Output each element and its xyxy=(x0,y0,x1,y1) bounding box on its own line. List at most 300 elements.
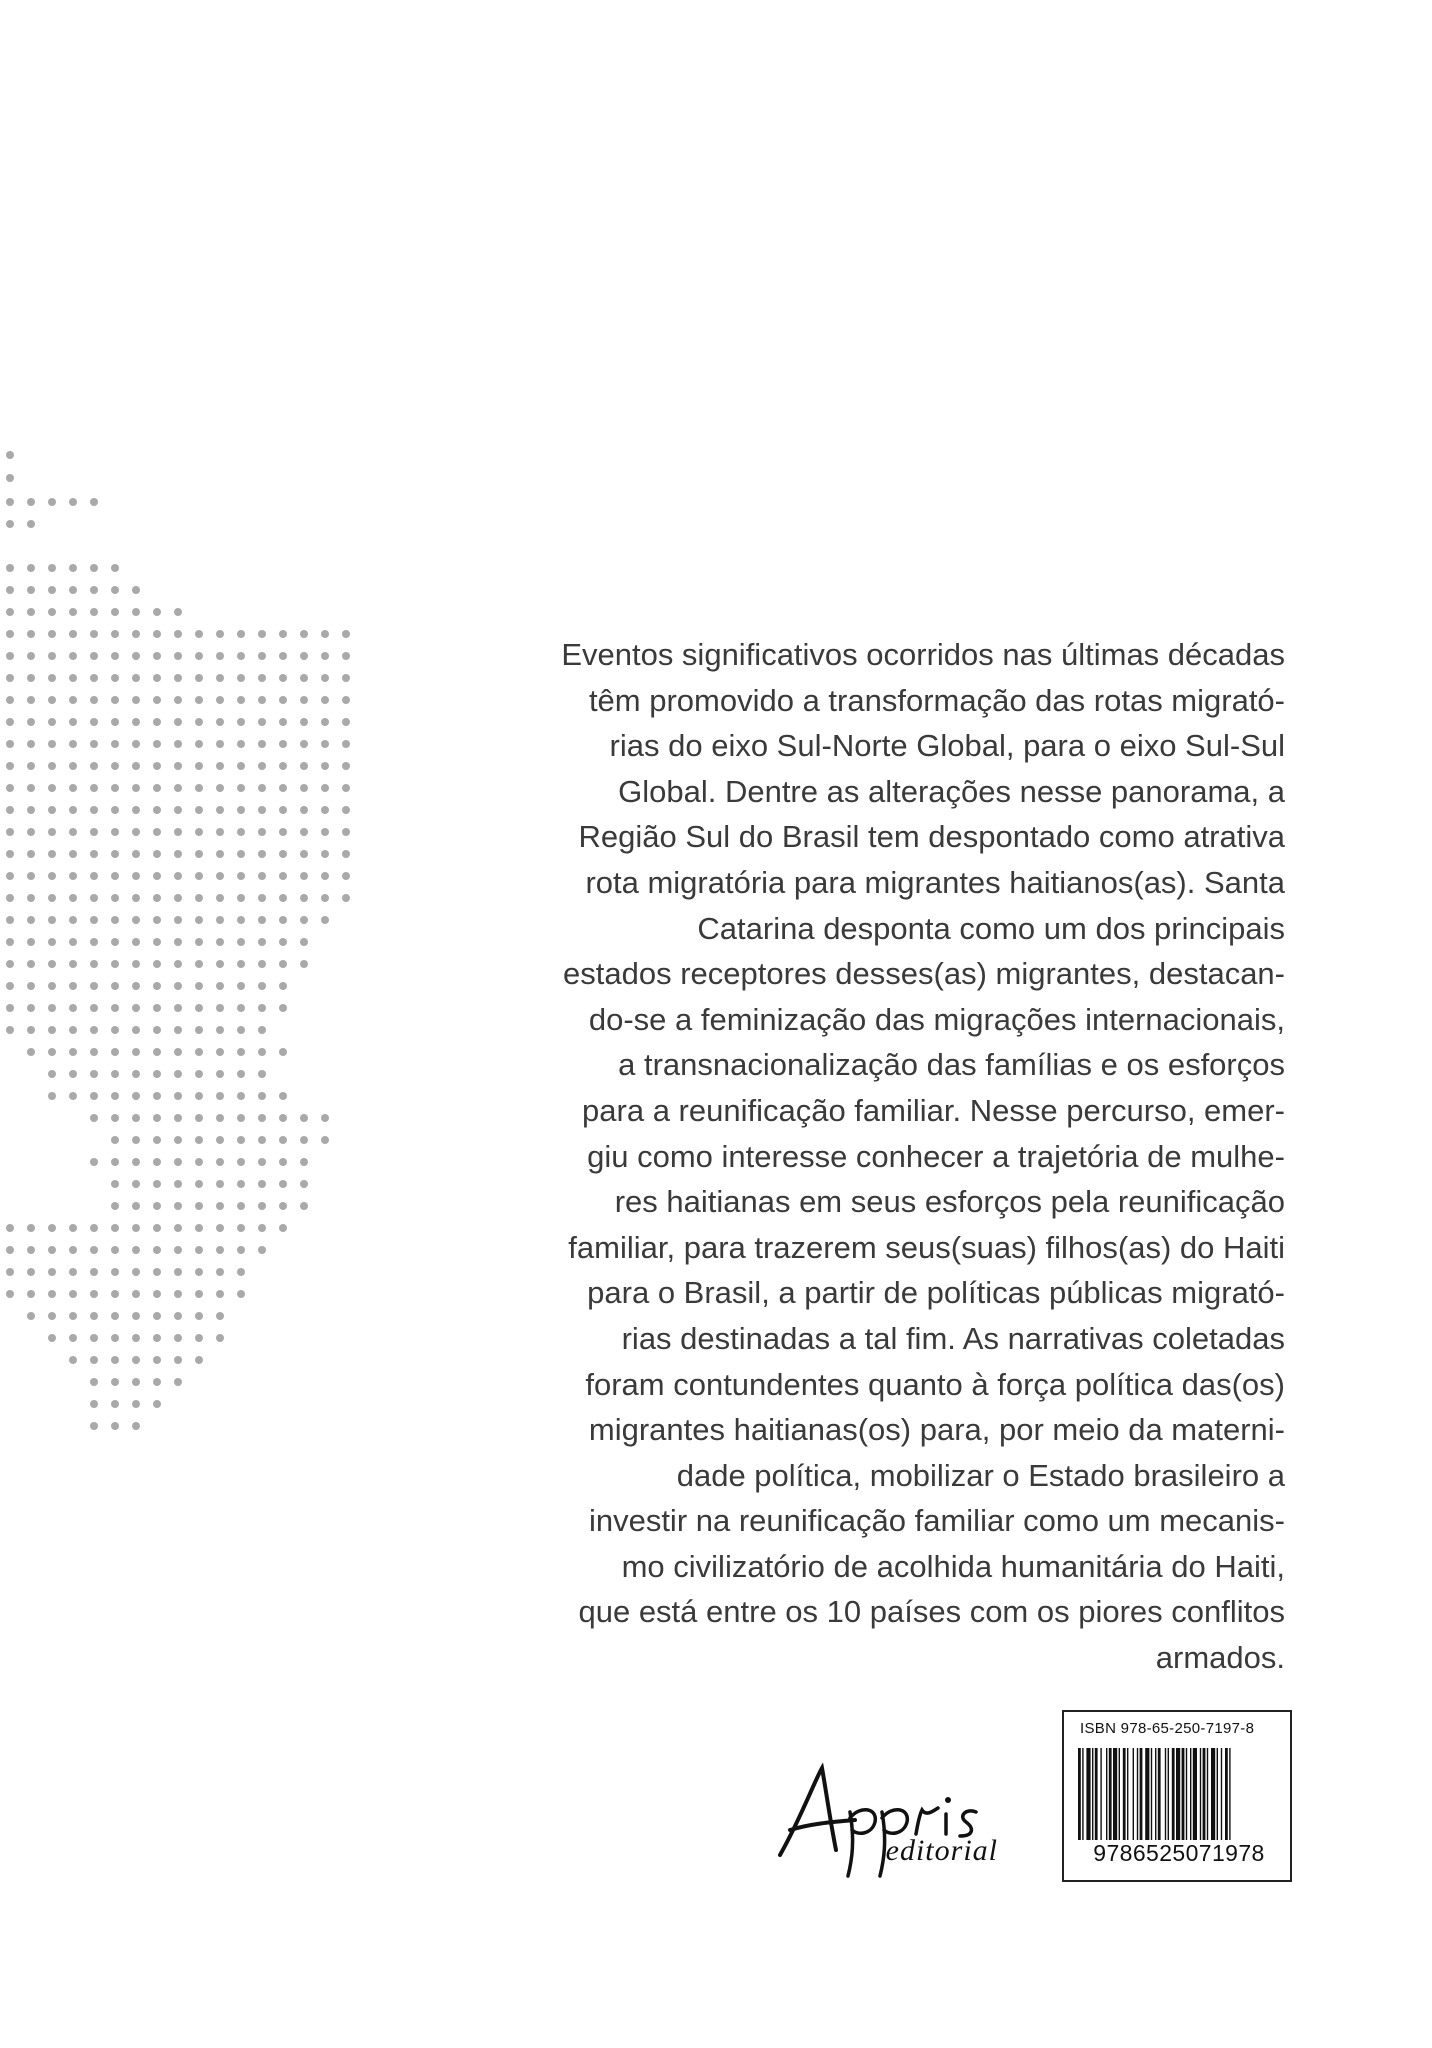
blurb-line: estados receptores desses(as) migrantes, destacan- xyxy=(563,956,1285,992)
map-dot xyxy=(153,1268,161,1276)
map-dot xyxy=(321,784,329,792)
map-dot xyxy=(342,828,350,836)
map-dot xyxy=(48,740,56,748)
map-dot xyxy=(27,608,35,616)
map-dot xyxy=(195,1246,203,1254)
map-dot xyxy=(111,696,119,704)
map-dot xyxy=(132,718,140,726)
map-dot xyxy=(27,674,35,682)
map-dot xyxy=(69,1356,77,1364)
map-dot xyxy=(153,1290,161,1298)
map-dot xyxy=(27,740,35,748)
map-dot xyxy=(342,630,350,638)
map-dot xyxy=(258,740,266,748)
map-dot xyxy=(90,498,98,506)
map-dot xyxy=(174,1004,182,1012)
map-dot xyxy=(27,1224,35,1232)
map-dot xyxy=(258,982,266,990)
map-dot xyxy=(90,982,98,990)
map-dot xyxy=(90,806,98,814)
map-dot xyxy=(174,1356,182,1364)
map-dot xyxy=(6,916,14,924)
map-dot xyxy=(27,872,35,880)
map-dot xyxy=(174,1202,182,1210)
map-dot xyxy=(300,1180,308,1188)
map-dot xyxy=(174,1246,182,1254)
map-dot xyxy=(69,850,77,858)
map-dot xyxy=(237,1114,245,1122)
map-dot xyxy=(69,982,77,990)
map-dot xyxy=(174,1224,182,1232)
map-dot xyxy=(132,1400,140,1408)
map-dot xyxy=(6,828,14,836)
map-dot xyxy=(111,1180,119,1188)
map-dot xyxy=(153,1224,161,1232)
map-dot xyxy=(153,982,161,990)
map-dot xyxy=(279,762,287,770)
map-dot xyxy=(300,784,308,792)
map-dot xyxy=(90,784,98,792)
map-dot xyxy=(174,696,182,704)
map-dot xyxy=(342,740,350,748)
map-dot xyxy=(90,762,98,770)
map-dot xyxy=(174,894,182,902)
map-dot xyxy=(132,1356,140,1364)
blurb-line: rias destinadas a tal fim. As narrativas coletadas xyxy=(621,1320,1285,1356)
map-dot xyxy=(279,740,287,748)
map-dot xyxy=(279,1114,287,1122)
map-dot xyxy=(342,806,350,814)
map-dot xyxy=(111,1048,119,1056)
map-dot xyxy=(132,1026,140,1034)
map-dot xyxy=(132,1246,140,1254)
map-dot xyxy=(69,608,77,616)
map-dot xyxy=(237,630,245,638)
map-dot xyxy=(153,1136,161,1144)
map-dot xyxy=(174,652,182,660)
map-dot xyxy=(321,1136,329,1144)
map-dot xyxy=(111,1356,119,1364)
map-dot xyxy=(27,520,35,528)
map-dot xyxy=(195,1048,203,1056)
map-dot xyxy=(195,1180,203,1188)
map-dot xyxy=(153,1004,161,1012)
map-dot xyxy=(90,938,98,946)
map-dot xyxy=(216,1334,224,1342)
map-dot xyxy=(6,938,14,946)
map-dot xyxy=(90,696,98,704)
blurb-line: a transnacionalização das famílias e os esforços xyxy=(618,1047,1285,1083)
map-dot xyxy=(111,1224,119,1232)
map-dot xyxy=(69,784,77,792)
map-dot xyxy=(132,1048,140,1056)
map-dot xyxy=(132,1312,140,1320)
map-dot xyxy=(216,1180,224,1188)
map-dot xyxy=(132,762,140,770)
map-dot xyxy=(153,696,161,704)
map-dot xyxy=(69,696,77,704)
map-dot xyxy=(111,806,119,814)
map-dot xyxy=(48,1246,56,1254)
map-dot xyxy=(153,806,161,814)
map-dot xyxy=(27,806,35,814)
map-dot xyxy=(216,718,224,726)
map-dot xyxy=(279,894,287,902)
map-dot xyxy=(174,762,182,770)
map-dot xyxy=(48,630,56,638)
map-dot xyxy=(132,1378,140,1386)
map-dot xyxy=(300,916,308,924)
map-dot xyxy=(237,718,245,726)
map-dot xyxy=(321,762,329,770)
map-dot xyxy=(216,1202,224,1210)
map-dot xyxy=(279,1202,287,1210)
map-dot xyxy=(6,630,14,638)
map-dot xyxy=(216,1268,224,1276)
map-dot xyxy=(195,982,203,990)
map-dot xyxy=(279,718,287,726)
map-dot xyxy=(153,1048,161,1056)
map-dot xyxy=(90,1070,98,1078)
map-dot xyxy=(237,1180,245,1188)
map-dot xyxy=(195,1070,203,1078)
map-dot xyxy=(174,1378,182,1386)
map-dot xyxy=(111,1378,119,1386)
map-dot xyxy=(6,982,14,990)
map-dot xyxy=(132,740,140,748)
map-dot xyxy=(300,828,308,836)
map-dot xyxy=(258,784,266,792)
map-dot xyxy=(258,850,266,858)
map-dot xyxy=(216,652,224,660)
map-dot xyxy=(258,1246,266,1254)
map-dot xyxy=(111,1246,119,1254)
map-dot xyxy=(111,630,119,638)
map-dot xyxy=(300,938,308,946)
map-dot xyxy=(237,916,245,924)
map-dot xyxy=(132,630,140,638)
map-dot xyxy=(69,1048,77,1056)
map-dot xyxy=(195,1026,203,1034)
map-dot xyxy=(153,894,161,902)
map-dot xyxy=(216,894,224,902)
map-dot xyxy=(6,586,14,594)
map-dot xyxy=(153,1114,161,1122)
map-dot xyxy=(300,960,308,968)
blurb-line: para a reunificação familiar. Nesse percurso, emer- xyxy=(582,1092,1285,1128)
map-dot xyxy=(342,894,350,902)
barcode-icon xyxy=(1078,1748,1280,1840)
map-dot xyxy=(195,1290,203,1298)
map-dot xyxy=(27,982,35,990)
map-dot xyxy=(90,1356,98,1364)
map-dot xyxy=(6,451,14,459)
map-dot xyxy=(300,1136,308,1144)
map-dot xyxy=(237,674,245,682)
back-cover-blurb xyxy=(520,632,1285,1681)
map-dot xyxy=(216,1290,224,1298)
map-dot xyxy=(69,938,77,946)
map-dot xyxy=(258,894,266,902)
map-dot xyxy=(174,806,182,814)
map-dot xyxy=(153,1026,161,1034)
map-dot xyxy=(90,1092,98,1100)
map-dot xyxy=(132,982,140,990)
map-dot xyxy=(279,630,287,638)
map-dot xyxy=(111,1026,119,1034)
map-dot xyxy=(111,938,119,946)
map-dot xyxy=(216,960,224,968)
map-dot xyxy=(27,938,35,946)
map-dot xyxy=(321,718,329,726)
map-dot xyxy=(90,652,98,660)
blurb-line: rota migratória para migrantes haitianos(as). Santa xyxy=(585,864,1285,900)
map-dot xyxy=(321,1114,329,1122)
map-dot xyxy=(153,872,161,880)
map-dot xyxy=(342,674,350,682)
map-dot xyxy=(153,1312,161,1320)
map-dot xyxy=(48,784,56,792)
map-dot xyxy=(237,828,245,836)
map-dot xyxy=(111,762,119,770)
map-dot xyxy=(90,1334,98,1342)
map-dot xyxy=(132,1202,140,1210)
map-dot xyxy=(90,718,98,726)
map-dot xyxy=(132,894,140,902)
map-dot xyxy=(237,960,245,968)
map-dot xyxy=(132,1422,140,1430)
map-dot xyxy=(153,1202,161,1210)
map-dot xyxy=(258,806,266,814)
map-dot xyxy=(258,1114,266,1122)
map-dot xyxy=(48,696,56,704)
map-dot xyxy=(153,1070,161,1078)
publisher-subtitle: editorial xyxy=(885,1834,998,1867)
map-dot xyxy=(111,1290,119,1298)
map-dot xyxy=(195,718,203,726)
map-dot xyxy=(237,1048,245,1056)
map-dot xyxy=(300,850,308,858)
map-dot xyxy=(111,1422,119,1430)
map-dot xyxy=(258,1092,266,1100)
map-dot xyxy=(48,1004,56,1012)
map-dot xyxy=(153,1180,161,1188)
map-dot xyxy=(216,850,224,858)
map-dot xyxy=(48,674,56,682)
map-dot xyxy=(195,872,203,880)
map-dot xyxy=(195,938,203,946)
map-dot xyxy=(153,916,161,924)
map-dot xyxy=(279,784,287,792)
map-dot xyxy=(48,1224,56,1232)
map-dot xyxy=(342,762,350,770)
map-dot xyxy=(216,1224,224,1232)
map-dot xyxy=(300,1202,308,1210)
map-dot xyxy=(6,740,14,748)
map-dot xyxy=(300,652,308,660)
map-dot xyxy=(174,784,182,792)
map-dot xyxy=(237,1026,245,1034)
map-dot xyxy=(132,608,140,616)
map-dot xyxy=(258,1202,266,1210)
map-dot xyxy=(48,1334,56,1342)
map-dot xyxy=(216,1312,224,1320)
map-dot xyxy=(132,652,140,660)
map-dot xyxy=(321,740,329,748)
map-dot xyxy=(48,652,56,660)
map-dot xyxy=(69,828,77,836)
map-dot xyxy=(237,850,245,858)
map-dot xyxy=(132,1070,140,1078)
map-dot xyxy=(279,1092,287,1100)
map-dot xyxy=(132,938,140,946)
map-dot xyxy=(27,696,35,704)
map-dot xyxy=(48,960,56,968)
map-dot xyxy=(195,696,203,704)
map-dot xyxy=(342,784,350,792)
isbn-label: ISBN 978-65-250-7197-8 xyxy=(1080,1720,1255,1737)
map-dot xyxy=(111,960,119,968)
map-dot xyxy=(6,1246,14,1254)
map-dot xyxy=(237,1202,245,1210)
map-dot xyxy=(174,608,182,616)
map-dot xyxy=(6,1004,14,1012)
barcode-digits: 9786525071978 xyxy=(1093,1840,1265,1866)
map-dot xyxy=(48,718,56,726)
map-dot xyxy=(153,1158,161,1166)
map-dot xyxy=(174,1092,182,1100)
map-dot xyxy=(258,630,266,638)
map-dot xyxy=(69,1026,77,1034)
map-dot xyxy=(6,608,14,616)
map-dot xyxy=(48,938,56,946)
map-dot xyxy=(48,982,56,990)
map-dot xyxy=(90,1312,98,1320)
map-dot xyxy=(195,1202,203,1210)
map-dot xyxy=(321,696,329,704)
map-dot xyxy=(111,872,119,880)
map-dot xyxy=(279,674,287,682)
map-dot xyxy=(27,1268,35,1276)
map-dot xyxy=(6,960,14,968)
map-dot xyxy=(258,1070,266,1078)
map-dot xyxy=(195,916,203,924)
map-dot xyxy=(279,1136,287,1144)
map-dot xyxy=(27,784,35,792)
map-dot xyxy=(90,872,98,880)
map-dot xyxy=(6,872,14,880)
map-dot xyxy=(321,806,329,814)
map-dot xyxy=(48,1312,56,1320)
map-dot xyxy=(195,1268,203,1276)
map-dot xyxy=(111,608,119,616)
map-dot xyxy=(90,850,98,858)
map-dot xyxy=(258,652,266,660)
map-dot xyxy=(111,828,119,836)
map-dot xyxy=(132,960,140,968)
map-dot xyxy=(237,1092,245,1100)
map-dot xyxy=(69,586,77,594)
map-dot xyxy=(6,564,14,572)
map-dot xyxy=(279,982,287,990)
map-dot xyxy=(237,1136,245,1144)
map-dot xyxy=(111,1114,119,1122)
map-dot xyxy=(90,1422,98,1430)
map-dot xyxy=(216,1246,224,1254)
map-dot xyxy=(69,740,77,748)
map-dot xyxy=(111,1334,119,1342)
map-dot xyxy=(111,1400,119,1408)
map-dot xyxy=(6,696,14,704)
map-dot xyxy=(90,1400,98,1408)
map-dot xyxy=(132,806,140,814)
map-dot xyxy=(48,1026,56,1034)
map-dot xyxy=(279,1158,287,1166)
map-dot xyxy=(69,762,77,770)
map-dot xyxy=(69,1092,77,1100)
map-dot xyxy=(300,806,308,814)
map-dot xyxy=(237,784,245,792)
map-dot xyxy=(132,916,140,924)
map-dot xyxy=(111,1202,119,1210)
map-dot xyxy=(216,982,224,990)
blurb-line: migrantes haitianas(os) para, por meio da materni- xyxy=(588,1412,1285,1448)
map-dot xyxy=(279,850,287,858)
map-dot xyxy=(300,718,308,726)
map-dot xyxy=(48,608,56,616)
map-dot xyxy=(111,1092,119,1100)
map-dot xyxy=(174,1180,182,1188)
map-dot xyxy=(174,1048,182,1056)
map-dot xyxy=(195,1312,203,1320)
map-dot xyxy=(300,1158,308,1166)
map-dot xyxy=(258,1048,266,1056)
map-dot xyxy=(132,1180,140,1188)
map-dot xyxy=(27,652,35,660)
dotted-map-decoration xyxy=(0,0,440,1450)
map-dot xyxy=(237,1158,245,1166)
map-dot xyxy=(258,872,266,880)
map-dot xyxy=(216,674,224,682)
map-dot xyxy=(342,652,350,660)
map-dot xyxy=(174,1158,182,1166)
map-dot xyxy=(258,1004,266,1012)
map-dot xyxy=(216,872,224,880)
map-dot xyxy=(153,674,161,682)
map-dot xyxy=(174,1070,182,1078)
map-dot xyxy=(195,1224,203,1232)
map-dot xyxy=(321,630,329,638)
map-dot xyxy=(216,762,224,770)
map-dot xyxy=(321,850,329,858)
map-dot xyxy=(27,630,35,638)
map-dot xyxy=(300,872,308,880)
map-dot xyxy=(90,1114,98,1122)
map-dot xyxy=(48,850,56,858)
blurb-line: res haitianas em seus esforços pela reunificação xyxy=(614,1184,1285,1220)
map-dot xyxy=(216,1026,224,1034)
map-dot xyxy=(132,850,140,858)
map-dot xyxy=(237,982,245,990)
map-dot xyxy=(300,1114,308,1122)
map-dot xyxy=(27,498,35,506)
map-dot xyxy=(195,960,203,968)
map-dot xyxy=(195,1136,203,1144)
map-dot xyxy=(111,1268,119,1276)
map-dot xyxy=(279,1004,287,1012)
map-dot xyxy=(90,1158,98,1166)
map-dot xyxy=(69,674,77,682)
